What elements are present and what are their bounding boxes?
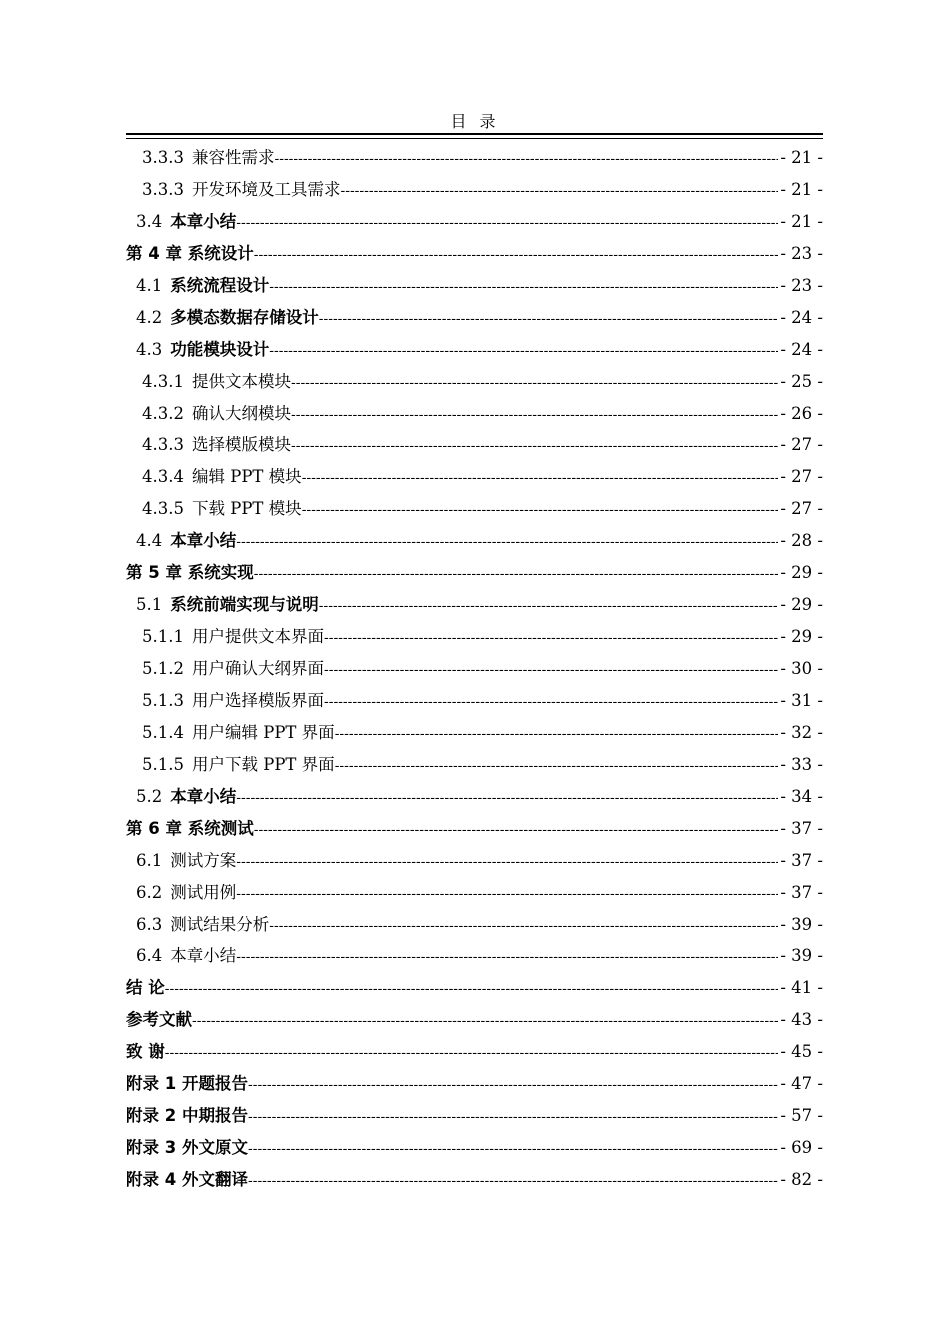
toc-entry-number: 4.3.2 [142, 403, 184, 423]
toc-dot-leader [335, 719, 779, 749]
toc-entry-title: 附录 3 外文原文 [126, 1138, 248, 1158]
toc-entry[interactable] [126, 940, 823, 972]
toc-entry-title: 提供文本模块 [191, 371, 291, 391]
toc-entry-number: 4.3.1 [142, 371, 184, 391]
toc-entry-title: 选择模版模块 [191, 435, 291, 455]
toc-entry-number: 3.3.3 [142, 148, 184, 167]
toc-entry-page-number: - 27 - [780, 435, 823, 455]
toc-dot-leader [192, 1006, 778, 1036]
toc-entry-page-number: - 39 - [780, 914, 823, 934]
toc-entry-number: 4.3.5 [142, 499, 184, 519]
toc-entry-title: 参考文献 [126, 1010, 192, 1030]
toc-entry-page-number: - 29 - [780, 563, 823, 583]
toc-entry-page-number: - 21 - [780, 148, 823, 167]
toc-entry-title: 用户确认大纲界面 [191, 659, 324, 678]
toc-entry-number: 4.3.4 [142, 467, 184, 487]
toc-entry-title: 测试用例 [170, 882, 237, 902]
toc-dot-leader [254, 815, 779, 845]
toc-entry-title: 用户下载 PPT 界面 [191, 754, 335, 774]
toc-entry-page-number: - 34 - [780, 786, 823, 806]
toc-entry-page-number: - 21 - [780, 179, 823, 199]
toc-entry-page-number: - 23 - [780, 275, 823, 295]
toc-entry-number: 4.1 [136, 275, 163, 295]
toc-entry-title: 用户编辑 PPT 界面 [191, 722, 335, 742]
toc-entry-title: 第 4 章 系统设计 [126, 243, 254, 263]
toc-entry-page-number: - 29 - [780, 595, 823, 615]
toc-entry[interactable] [126, 972, 823, 1004]
toc-dot-leader [274, 144, 778, 174]
toc-entry-page-number: - 23 - [780, 243, 823, 263]
toc-entry[interactable] [126, 557, 823, 589]
toc-entry[interactable] [126, 749, 823, 781]
toc-entry[interactable] [126, 845, 823, 877]
toc-dot-leader [236, 208, 778, 238]
toc-dot-leader [254, 240, 779, 270]
toc-entry-title: 附录 2 中期报告 [126, 1106, 248, 1126]
toc-entry-number: 6.4 [136, 946, 163, 966]
toc-entry-title: 兼容性需求 [191, 148, 275, 167]
toc-dot-leader [269, 911, 778, 941]
toc-dot-leader [319, 304, 779, 334]
toc-entry[interactable] [126, 1164, 823, 1196]
toc-entry-page-number: - 24 - [780, 339, 823, 359]
toc-entry-page-number: - 30 - [780, 659, 823, 678]
toc-entry-number: 6.1 [136, 850, 163, 870]
toc-entry[interactable] [126, 493, 823, 525]
toc-entry-page-number: - 24 - [780, 307, 823, 327]
toc-dot-leader [236, 847, 778, 877]
toc-dot-leader [248, 1102, 778, 1132]
toc-entry-title: 用户提供文本界面 [191, 627, 324, 647]
toc-dot-leader [236, 527, 778, 557]
toc-entry-title: 结 论 [126, 978, 165, 998]
toc-dot-leader [335, 751, 779, 781]
toc-entry-title: 第 5 章 系统实现 [126, 563, 254, 583]
toc-entry-page-number: - 69 - [780, 1138, 823, 1158]
toc-dot-leader [248, 1070, 778, 1100]
toc-entry[interactable] [126, 685, 823, 717]
toc-dot-leader [291, 368, 778, 398]
toc-entry-page-number: - 37 - [780, 882, 823, 902]
toc-dot-leader [236, 879, 778, 909]
toc-entry-page-number: - 41 - [780, 978, 823, 998]
toc-dot-leader [254, 559, 779, 589]
toc-entry-number: 4.4 [136, 531, 163, 551]
toc-entry-number: 4.3 [136, 339, 163, 359]
toc-dot-leader [248, 1134, 778, 1164]
toc-entry[interactable] [126, 366, 823, 398]
toc-entry-page-number: - 37 - [780, 850, 823, 870]
toc-entry[interactable] [126, 398, 823, 430]
toc-entry[interactable] [126, 334, 823, 366]
toc-entry-number: 4.3.3 [142, 435, 184, 455]
toc-entry-title: 系统前端实现与说明 [170, 595, 319, 615]
toc-dot-leader [302, 495, 779, 525]
toc-entry[interactable] [126, 206, 823, 238]
toc-entry-page-number: - 43 - [780, 1010, 823, 1030]
toc-entry-number: 5.1 [136, 595, 163, 615]
header-divider [126, 133, 823, 139]
toc-entry-page-number: - 32 - [780, 722, 823, 742]
toc-entry-page-number: - 33 - [780, 754, 823, 774]
toc-dot-leader [302, 463, 779, 493]
toc-entry[interactable] [126, 1068, 823, 1100]
toc-dot-leader [340, 176, 778, 206]
toc-entry-page-number: - 26 - [780, 403, 823, 423]
toc-entry-page-number: - 82 - [780, 1170, 823, 1189]
toc-entry-page-number: - 25 - [780, 371, 823, 391]
toc-dot-leader [324, 623, 778, 653]
toc-entry[interactable] [126, 1036, 823, 1068]
toc-entry-page-number: - 27 - [780, 467, 823, 487]
toc-entry-title: 本章小结 [170, 531, 237, 551]
toc-entry[interactable] [126, 877, 823, 909]
toc-dot-leader [269, 272, 778, 302]
toc-entry-number: 5.1.5 [142, 754, 184, 774]
toc-entry-title: 测试结果分析 [170, 914, 270, 934]
toc-entry-page-number: - 31 - [780, 690, 823, 710]
toc-entry-title: 多模态数据存储设计 [170, 307, 319, 327]
toc-entry[interactable] [126, 781, 823, 813]
toc-entry-title: 开发环境及工具需求 [191, 179, 341, 199]
toc-entry-title: 本章小结 [170, 786, 237, 806]
toc-dot-leader [324, 655, 778, 685]
toc-entry-page-number: - 39 - [780, 946, 823, 966]
toc-entry-number: 3.3.3 [142, 179, 184, 199]
toc-entry-number: 6.3 [136, 914, 163, 934]
toc-entry[interactable] [126, 461, 823, 493]
toc-entry[interactable] [126, 1132, 823, 1164]
toc-entry-number: 3.4 [136, 211, 163, 231]
toc-dot-leader [269, 336, 778, 366]
toc-entry[interactable] [126, 1004, 823, 1036]
toc-dot-leader [324, 687, 778, 717]
toc-dot-leader [236, 942, 778, 972]
toc-entry[interactable] [126, 717, 823, 749]
toc-entry-number: 5.1.4 [142, 722, 184, 742]
toc-entry[interactable] [126, 174, 823, 206]
toc-entry-title: 附录 1 开题报告 [126, 1074, 248, 1094]
toc-entry[interactable] [126, 429, 823, 461]
toc-entry-page-number: - 45 - [780, 1042, 823, 1062]
table-of-contents [126, 142, 823, 1196]
toc-entry-page-number: - 37 - [780, 818, 823, 838]
toc-dot-leader [319, 591, 779, 621]
toc-dot-leader [165, 1038, 779, 1068]
toc-entry[interactable] [126, 653, 823, 685]
toc-entry-number: 5.1.3 [142, 690, 184, 710]
toc-dot-leader [291, 431, 778, 461]
toc-entry[interactable] [126, 525, 823, 557]
toc-entry-title: 功能模块设计 [170, 339, 270, 359]
toc-entry[interactable] [126, 142, 823, 174]
toc-entry-title: 用户选择模版界面 [191, 690, 324, 710]
toc-dot-leader [236, 783, 778, 813]
toc-entry-page-number: - 27 - [780, 499, 823, 519]
toc-entry-title: 系统流程设计 [170, 275, 270, 295]
toc-entry-title: 第 6 章 系统测试 [126, 818, 254, 838]
toc-entry[interactable] [126, 270, 823, 302]
toc-entry[interactable] [126, 813, 823, 845]
toc-entry-title: 测试方案 [170, 850, 237, 870]
toc-entry-title: 本章小结 [170, 211, 237, 231]
toc-entry[interactable] [126, 1100, 823, 1132]
toc-entry[interactable] [126, 589, 823, 621]
toc-entry-page-number: - 28 - [780, 531, 823, 551]
toc-entry[interactable] [126, 302, 823, 334]
toc-entry-number: 5.1.2 [142, 659, 184, 678]
toc-entry-page-number: - 29 - [780, 627, 823, 647]
toc-entry-number: 4.2 [136, 307, 163, 327]
toc-entry-number: 6.2 [136, 882, 163, 902]
toc-entry[interactable] [126, 909, 823, 941]
toc-entry-number: 5.2 [136, 786, 163, 806]
toc-entry-page-number: - 21 - [780, 211, 823, 231]
toc-entry-title: 致 谢 [126, 1042, 165, 1062]
toc-entry[interactable] [126, 238, 823, 270]
toc-entry-page-number: - 57 - [780, 1106, 823, 1126]
toc-dot-leader [291, 400, 778, 430]
toc-dot-leader [248, 1166, 778, 1196]
toc-entry-title: 编辑 PPT 模块 [191, 467, 302, 487]
toc-entry-page-number: - 47 - [780, 1074, 823, 1094]
toc-entry-title: 确认大纲模块 [191, 403, 291, 423]
toc-dot-leader [165, 974, 779, 1004]
toc-entry-title: 附录 4 外文翻译 [126, 1170, 248, 1189]
toc-entry-title: 下载 PPT 模块 [191, 499, 302, 519]
toc-entry[interactable] [126, 621, 823, 653]
page-header-title: 目 录 [450, 112, 500, 131]
toc-entry-title: 本章小结 [170, 946, 237, 966]
toc-entry-number: 5.1.1 [142, 627, 184, 647]
